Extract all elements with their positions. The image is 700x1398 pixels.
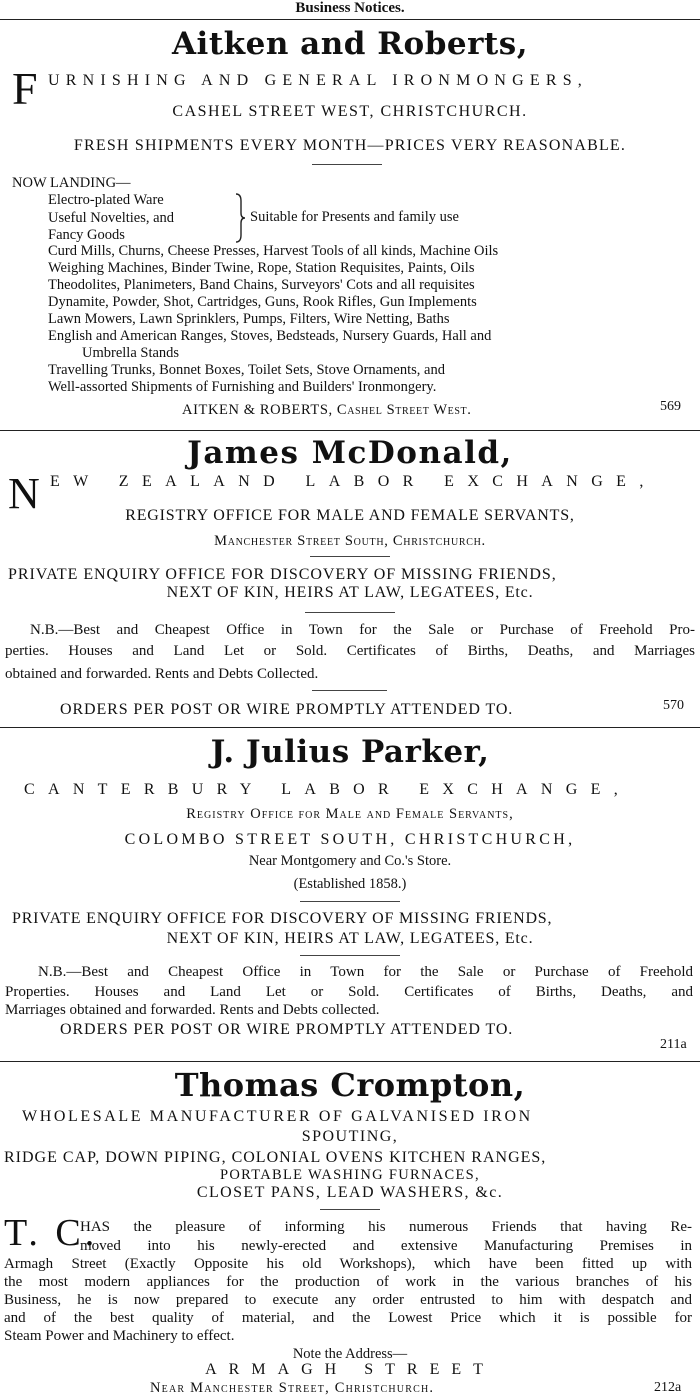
ad3-nb-line: Properties. Houses and Land Let or Sold. Certificates of Births, Deaths, and	[5, 984, 693, 1000]
ad3-nb-line: Marriages obtained and forwarded. Rents and Debts collected.	[5, 1002, 380, 1018]
ad3-nb	[38, 964, 693, 981]
ad3-registry: Registry Office for Male and Female Servants,	[186, 806, 514, 822]
ad4-para	[4, 1256, 692, 1273]
ad4-near: Near Manchester Street, Christchurch.	[150, 1380, 435, 1396]
ad1-line: Umbrella Stands	[82, 345, 180, 361]
section-header: Business Notices.	[295, 0, 405, 16]
ad1-brace-note: Suitable for Presents and family use	[250, 209, 459, 225]
ad2-nb-line: N.B.—Best and Cheapest Office in Town for the Sale or Purchase of Freehold Pro-	[30, 622, 695, 638]
ad4-para-line: and of the best quality of material, and the Lowest Price which it is possible for	[4, 1310, 692, 1326]
short-rule	[312, 164, 382, 165]
short-rule	[300, 955, 400, 956]
ad1-fresh: FRESH SHIPMENTS EVERY MONTH—PRICES VERY REASONABLE.	[73, 137, 627, 154]
ad3-nb-line: N.B.—Best and Cheapest Office in Town for the Sale or Purchase of Freehold	[38, 964, 693, 980]
short-rule	[312, 690, 387, 691]
ad4-para-line: the most modern appliances for the production of work in the various branches of his	[4, 1274, 692, 1290]
ad4-para	[80, 1238, 692, 1255]
ad3-orders: ORDERS PER POST OR WIRE PROMPTLY ATTENDED TO.	[60, 1021, 514, 1038]
ad4-para	[4, 1310, 692, 1327]
ad4-name: Thomas Crompton,	[174, 1066, 526, 1104]
ad2-number: 570	[663, 698, 684, 713]
ad2-dropcap: N	[8, 469, 40, 518]
ad4-para-line: Armagh Street (Exactly Opposite his old Workshops), which have been fitted up with	[4, 1256, 692, 1272]
short-rule	[320, 1209, 380, 1210]
ad4-para-line: Steam Power and Machinery to effect.	[4, 1328, 235, 1344]
ad4-note: Note the Address—	[292, 1346, 408, 1362]
ad4-para	[4, 1274, 692, 1291]
ad2-nb	[30, 622, 695, 639]
ad1-brace-item: Electro-plated Ware	[48, 192, 164, 208]
ad2-registry: REGISTRY OFFICE FOR MALE AND FEMALE SERVANTS,	[125, 507, 575, 524]
ad1-landing: NOW LANDING—	[12, 175, 131, 191]
divider	[0, 430, 700, 431]
ad2-private: NEXT OF KIN, HEIRS AT LAW, LEGATEES, Etc.	[166, 584, 534, 601]
ad2-orders: ORDERS PER POST OR WIRE PROMPTLY ATTENDED TO.	[60, 701, 514, 718]
ad4-number: 212a	[654, 1380, 682, 1395]
ad1-number: 569	[660, 399, 681, 414]
ad1-name: Aitken and Roberts,	[171, 26, 528, 62]
ad2-name: James McDonald,	[187, 435, 513, 471]
ad4-line: PORTABLE WASHING FURNACES,	[220, 1167, 480, 1183]
ad3-established: (Established 1858.)	[293, 876, 407, 892]
ad1-line: Weighing Machines, Binder Twine, Rope, Station Requisites, Paints, Oils	[48, 260, 475, 276]
ad1-address: CASHEL STREET WEST, CHRISTCHURCH.	[172, 103, 528, 120]
brace-icon	[233, 193, 247, 243]
ad1-trade: URNISHING AND GENERAL IRONMONGERS,	[48, 72, 588, 89]
ad1-signature: AITKEN & ROBERTS, Cashel Street West.	[182, 402, 472, 418]
ad2-nb	[5, 643, 695, 660]
ad1-line: Well-assorted Shipments of Furnishing and Builders' Ironmongery.	[48, 379, 437, 395]
ad4-para	[4, 1292, 692, 1309]
ad4-para-line: moved into his newly-erected and extensive Manufacturing Premises in	[80, 1238, 692, 1254]
ad2-private: PRIVATE ENQUIRY OFFICE FOR DISCOVERY OF MISSING FRIENDS,	[8, 566, 557, 583]
ad1-line: Lawn Mowers, Lawn Sprinklers, Pumps, Filters, Wire Netting, Baths	[48, 311, 450, 327]
ad1-line: Theodolites, Planimeters, Band Chains, Surveyors' Cots and all requisites	[48, 277, 475, 293]
ad2-nb-line: obtained and forwarded. Rents and Debts Collected.	[5, 666, 319, 682]
ad1-brace-item: Useful Novelties, and	[48, 210, 175, 226]
ad1-line: English and American Ranges, Stoves, Bedsteads, Nursery Guards, Hall and	[48, 328, 492, 344]
ad1-line: Travelling Trunks, Bonnet Boxes, Toilet Sets, Stove Ornaments, and	[48, 362, 445, 378]
ad1-line: Dynamite, Powder, Shot, Cartridges, Guns, Rook Rifles, Gun Implements	[48, 294, 477, 310]
ad1-line: Curd Mills, Churns, Cheese Presses, Harvest Tools of all kinds, Machine Oils	[48, 243, 499, 259]
ad3-nb	[5, 984, 693, 1001]
ad3-private: NEXT OF KIN, HEIRS AT LAW, LEGATEES, Etc.	[166, 930, 534, 947]
ad3-private: PRIVATE ENQUIRY OFFICE FOR DISCOVERY OF MISSING FRIENDS,	[12, 910, 553, 927]
ad1-dropcap: F	[12, 63, 38, 114]
divider	[0, 19, 700, 20]
divider	[0, 1061, 700, 1062]
ad3-number: 211a	[660, 1037, 687, 1052]
ad3-name: J. Julius Parker,	[210, 734, 490, 770]
divider	[0, 727, 700, 728]
ad1-brace-item: Fancy Goods	[48, 227, 125, 243]
ad2-address: Manchester Street South, Christchurch.	[214, 533, 486, 549]
ad4-line: RIDGE CAP, DOWN PIPING, COLONIAL OVENS KITCHEN RANGES,	[4, 1149, 547, 1166]
ad4-para-line: HAS the pleasure of informing his numerous Friends that having Re-	[80, 1219, 692, 1235]
short-rule	[305, 612, 395, 613]
ad4-line: WHOLESALE MANUFACTURER OF GALVANISED IRON	[22, 1108, 533, 1125]
ad3-trade: CANTERBURY LABOR EXCHANGE,	[24, 781, 631, 798]
ad2-trade: EW ZEALAND LABOR EXCHANGE,	[50, 473, 657, 490]
short-rule	[300, 901, 400, 902]
ad4-para	[80, 1219, 692, 1236]
ad2-nb-line: perties. Houses and Land Let or Sold. Certificates of Births, Deaths, and Marriages	[5, 643, 695, 659]
ad4-para-line: Business, he is now prepared to execute any order entrusted to him with despatch and	[4, 1292, 692, 1308]
ad4-line: CLOSET PANS, LEAD WASHERS, &c.	[196, 1184, 504, 1201]
ad3-address: COLOMBO STREET SOUTH, CHRISTCHURCH,	[124, 831, 576, 848]
ad4-street: ARMAGH STREET	[205, 1361, 495, 1378]
ad3-near: Near Montgomery and Co.'s Store.	[248, 853, 452, 869]
short-rule	[310, 556, 390, 557]
ad4-line: SPOUTING,	[301, 1128, 399, 1145]
ad4-dropcap: T. C.	[4, 1212, 99, 1254]
